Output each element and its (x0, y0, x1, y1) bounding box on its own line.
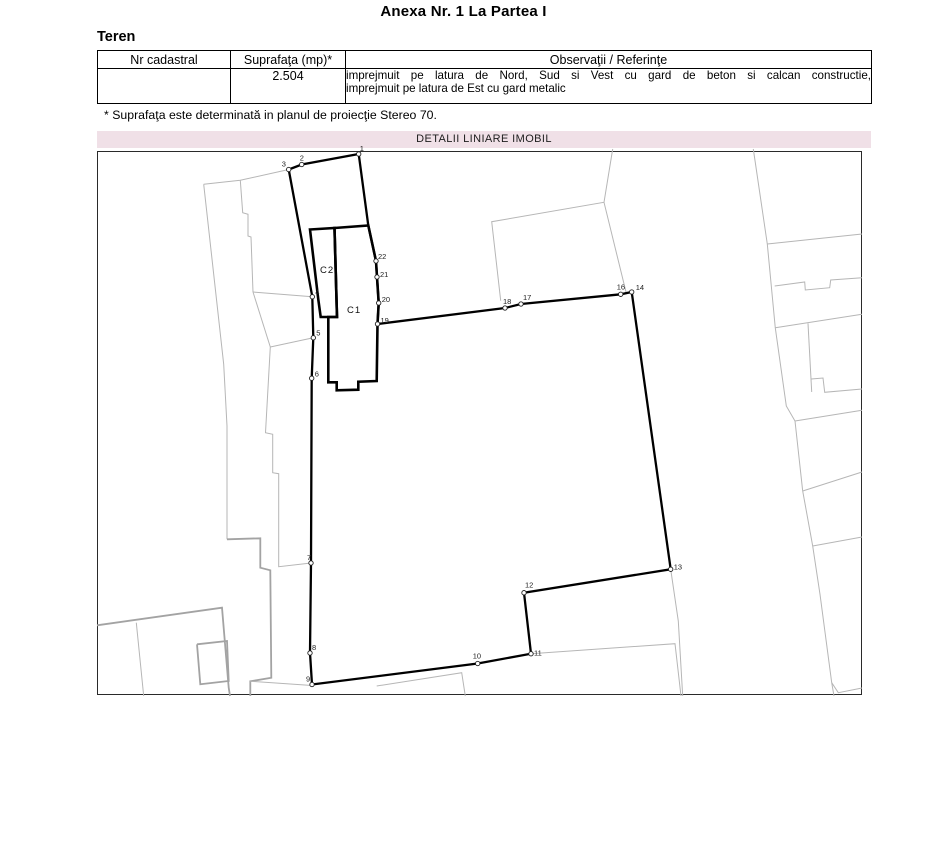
neighbor-parcel-line (811, 378, 862, 392)
map-title-bar: DETALII LINIARE IMOBIL (97, 131, 871, 148)
neighbor-parcel-line (136, 623, 143, 696)
neighbor-parcel-line (253, 292, 270, 347)
neighbor-parcel-line (204, 184, 227, 539)
boundary-point-label-18: 18 (503, 297, 512, 306)
neighbor-parcel-line (803, 472, 862, 491)
boundary-point-label-20: 20 (381, 295, 391, 304)
map-frame (97, 144, 862, 695)
neighbor-parcel-line (197, 641, 229, 684)
boundary-point-marker-19 (375, 322, 379, 326)
boundary-point-marker-13 (669, 567, 673, 571)
neighbor-parcel-line (266, 347, 312, 567)
boundary-point-marker-21 (375, 275, 379, 279)
boundary-point-label-10: 10 (472, 651, 482, 661)
boundary-point-label-5: 5 (316, 328, 321, 338)
page-title: Anexa Nr. 1 La Partea I (380, 3, 547, 20)
observatii-line-1: imprejmuit pe latura de Nord, Sud si Vest cu gard de beton si calcan constructie, (346, 69, 871, 82)
boundary-point-marker-2 (300, 162, 304, 166)
boundary-point-label-1: 1 (359, 144, 364, 153)
boundary-point-label-19: 19 (380, 316, 389, 325)
neighbor-parcel-line (492, 202, 626, 300)
land-table-data-row (98, 69, 872, 104)
boundary-point-label-21: 21 (380, 270, 389, 279)
boundary-point-marker-11 (529, 652, 533, 656)
boundary-point-label-3: 3 (281, 159, 286, 169)
boundary-point-label-4: 4 (315, 287, 320, 297)
cadastral-map-svg (98, 144, 861, 694)
boundary-point-label-17: 17 (523, 293, 532, 302)
building-label-c1: C1 (347, 305, 362, 316)
neighbor-parcel-line (808, 323, 812, 392)
header-suprafata: Suprafaţa (mp)* (231, 51, 346, 69)
header-nr-cadastral: Nr cadastral (98, 51, 231, 69)
boundary-point-label-7: 7 (307, 553, 312, 562)
boundary-point-label-6: 6 (314, 369, 319, 379)
boundary-point-marker-10 (476, 661, 480, 665)
neighbor-parcel-line (775, 278, 862, 290)
neighbor-parcel-line (240, 180, 253, 292)
boundary-point-label-8: 8 (312, 643, 317, 652)
boundary-point-label-2: 2 (299, 153, 304, 163)
neighbor-parcel-line (604, 149, 613, 202)
neighbor-parcel-line (767, 234, 862, 244)
boundary-point-label-11: 11 (534, 648, 542, 658)
content-area (97, 29, 871, 695)
neighbor-parcel-line (270, 338, 313, 347)
boundary-point-marker-6 (310, 376, 314, 380)
boundary-point-marker-14 (630, 290, 634, 294)
boundary-point-marker-3 (287, 167, 291, 171)
boundary-point-label-22: 22 (378, 252, 387, 261)
boundary-point-marker-20 (377, 301, 381, 305)
parcel-boundary (289, 154, 671, 685)
boundary-point-marker-12 (522, 591, 526, 595)
boundary-point-marker-16 (619, 292, 623, 296)
footnote-stereo70: * Suprafaţa este determinată in planul de proiecţie Stereo 70. (104, 108, 437, 122)
neighbor-parcel-line (671, 569, 683, 696)
neighbor-parcel-line (531, 644, 681, 696)
section-heading-teren: Teren (97, 29, 136, 45)
neighbor-parcel-line (250, 681, 312, 685)
land-table-header-row (98, 51, 872, 69)
land-table (97, 50, 872, 104)
cell-nr-cadastral (98, 69, 231, 104)
neighbor-parcel-line (832, 683, 862, 693)
neighbor-parcel-line (753, 149, 834, 696)
neighbor-parcel-line (253, 292, 312, 297)
cell-suprafata: 2.504 (231, 69, 346, 104)
neighbor-parcel-line (775, 314, 862, 327)
neighbor-parcel-line (204, 170, 289, 185)
boundary-point-label-16: 16 (616, 282, 626, 292)
boundary-point-marker-5 (311, 336, 315, 340)
boundary-point-label-14: 14 (635, 283, 645, 292)
neighbor-parcel-line (813, 537, 862, 546)
boundary-point-label-12: 12 (525, 580, 534, 590)
boundary-point-label-9: 9 (306, 674, 311, 684)
boundary-point-marker-4 (310, 295, 314, 299)
neighbor-parcel-line (377, 673, 466, 696)
neighbor-parcel-line (795, 410, 862, 421)
cell-observatii (346, 69, 872, 104)
header-observatii: Observaţii / Referinţe (346, 51, 872, 69)
boundary-point-marker-17 (519, 302, 523, 306)
neighbor-parcel-line (227, 538, 271, 696)
boundary-point-marker-9 (310, 682, 314, 686)
building-label-c2: C2 (320, 265, 335, 276)
boundary-point-label-13: 13 (673, 562, 683, 572)
boundary-point-marker-18 (503, 306, 507, 310)
observatii-line-2: imprejmuit pe latura de Est cu gard metalic (346, 82, 566, 95)
